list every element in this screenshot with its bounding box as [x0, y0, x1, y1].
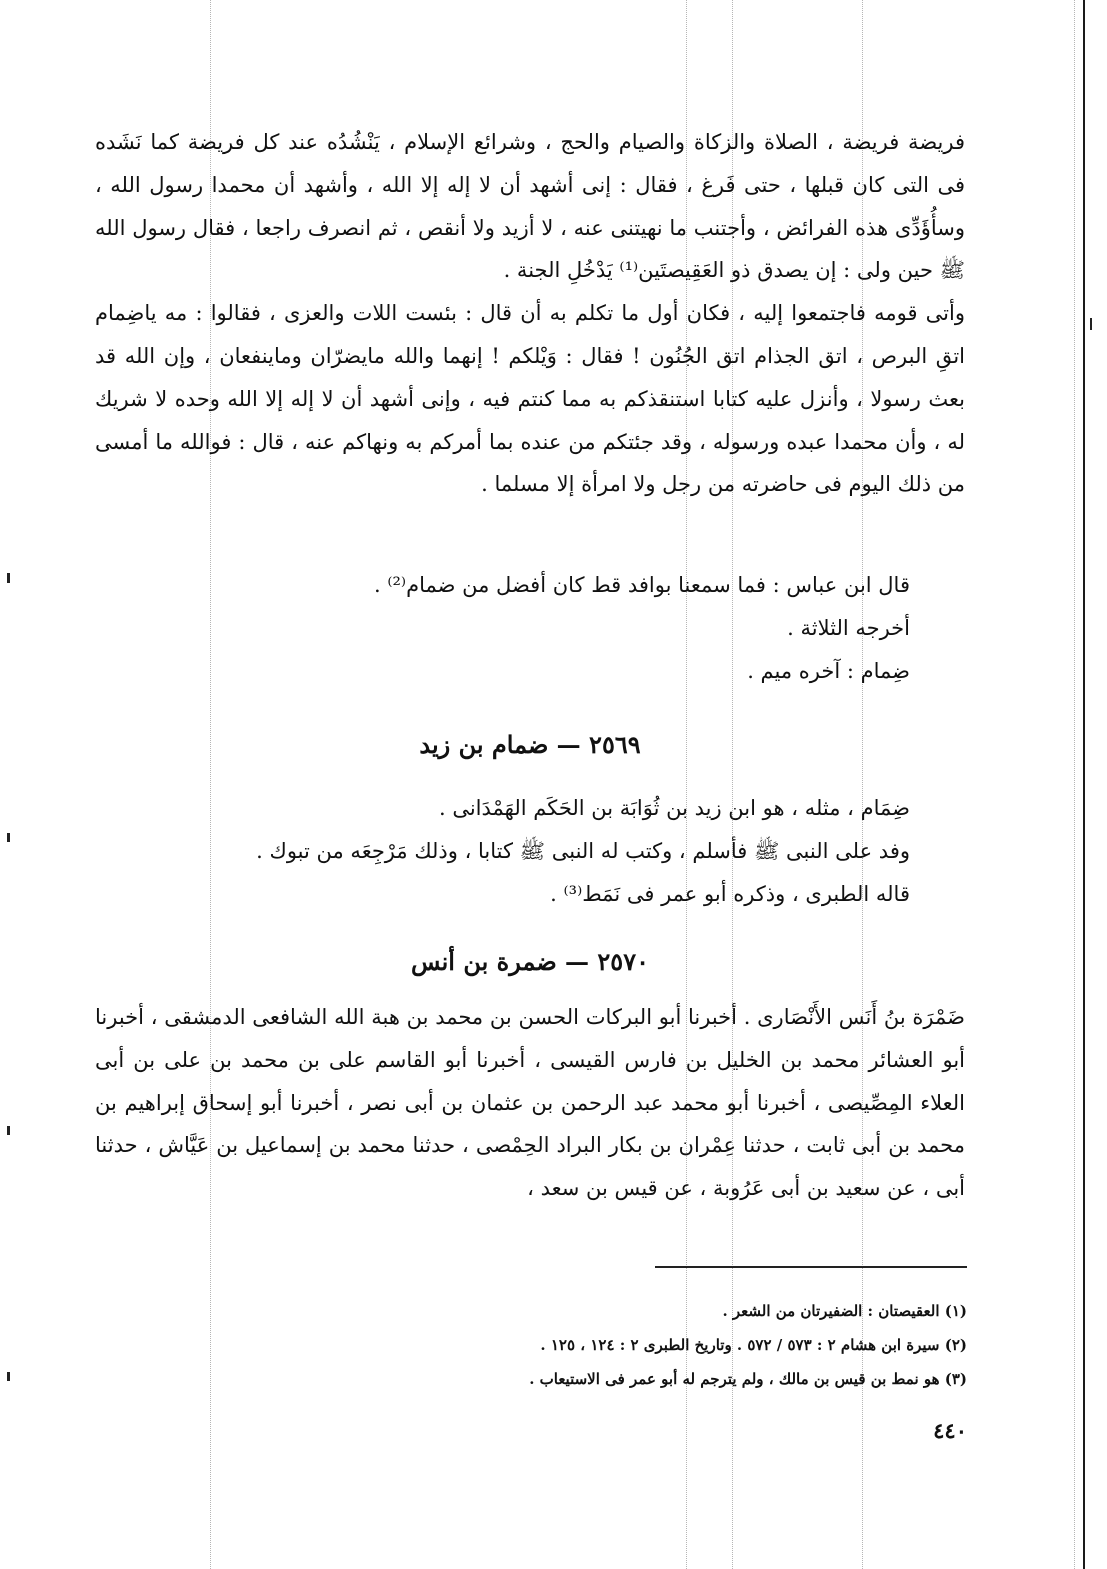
text-line: أخرجه الثلاثة .	[787, 615, 910, 640]
entry-heading: ٢٥٦٩ — ضمام بن زيد	[419, 730, 641, 759]
scan-mark	[7, 1126, 10, 1135]
footnote: (٣) هو نمط بن قيس بن مالك ، ولم يترجم له أبو عمر فى الاستيعاب .	[529, 1370, 967, 1388]
page-number: ٤٤٠	[933, 1418, 967, 1443]
text-line: قاله الطبرى ، وذكره أبو عمر فى نَمَط⁽³⁾ .	[550, 881, 910, 906]
short-lines	[95, 564, 965, 692]
footnote: (١) العقيصتان : الضفيرتان من الشعر .	[722, 1302, 967, 1320]
paragraph: فريضة فريضة ، الصلاة والزكاة والصيام والحج ، وشرائع الإسلام ، يَنْشُدُه عند كل فريضة كما نَشَده فى التى كان قبلها ، حتى فَرغ ، فقال : إنى أشهد أن لا إله إلا الله ، وأشهد أن محمدا رسول الله ، وسأُؤَدِّى هذه الفرائض ، وأجتنب ما نهيتنى عنه ، لا أزيد ولا أنقص ، ثم انصرف راجعا ، فقال رسول الله ﷺ حين ولى : إن يصدق ذو العَقِيصتَين⁽¹⁾ يَدْخُلِ الجنة .	[95, 130, 965, 283]
paragraph: ضَمْرَة بنُ أَنَس الأَنْصَارى . أخبرنا أبو البركات الحسن بن محمد بن هبة الله الشافعى الدمشقى ، أخبرنا أبو العشائر محمد بن الخليل بن فارس القيسى ، أخبرنا أبو القاسم على بن محمد بن على بن أبى العلاء المِصِّيصى ، أخبرنا أبو محمد عبد الرحمن بن عثمان بن أبى نصر ، أخبرنا أبو إسحاق إبراهيم بن محمد بن أبى ثابت ، حدثنا عِمْران بن بكار البراد الحِمْصى ، حدثنا محمد بن إسماعيل بن عَيَّاش ، حدثنا أبى ، عن سعيد بن أبى عَرُوبة ، عن قيس بن سعد ،	[95, 1005, 965, 1201]
footnote: (٢) سيرة ابن هشام ٢ : ٥٧٣ / ٥٧٢ . وتاريخ الطبرى ٢ : ١٢٤ ، ١٢٥ .	[540, 1336, 967, 1354]
paragraph: وأتى قومه فاجتمعوا إليه ، فكان أول ما تكلم به أن قال : بئست اللات والعزى ، فقالوا : مه ياضِمام اتقِ البرص ، اتق الجذام اتق الجُنُون ! فقال : وَيْلكم ! إنهما والله مايضرّان وماينفعان ، وإن الله قد بعث رسولا ، وأنزل عليه كتابا استنقذكم به مما كنتم فيه ، وإنى أشهد أن لا إله إلا الله وحده لا شريك له ، وأن محمدا عبده ورسوله ، وقد جئتكم من عنده بما أمركم به ونهاكم عنه ، قال : فوالله ما أمسى من ذلك اليوم فى حاضرته من رجل ولا امرأة إلا مسلما .	[95, 301, 966, 497]
text-line: ضِمَام ، مثله ، هو ابن زيد بن ثُوَابَة بن الحَكَم الهَمْدَانى .	[438, 796, 910, 820]
scan-mark	[7, 833, 10, 842]
scan-dotted-line	[1074, 0, 1075, 1569]
scan-mark	[7, 573, 10, 583]
main-text-top	[95, 121, 965, 506]
footnote-rule	[655, 1266, 967, 1268]
scan-mark	[7, 1372, 10, 1381]
entry-heading: ٢٥٧٠ — ضمرة بن أنس	[411, 947, 649, 976]
text-line: ضِمام : آخره ميم .	[747, 658, 910, 683]
footnotes	[370, 1294, 967, 1396]
text-line: قال ابن عباس : فما سمعنا بوافد قط كان أفضل من ضمام⁽²⁾ .	[373, 573, 910, 597]
entry-2569-text	[95, 787, 965, 915]
scan-mark	[1090, 318, 1092, 330]
text-line: وفد على النبى ﷺ فأسلم ، وكتب له النبى ﷺ كتابا ، وذلك مَرْجِعَه من تبوك .	[256, 838, 910, 863]
scan-page-edge	[1083, 0, 1085, 1569]
entry-2570-text	[95, 996, 965, 1210]
